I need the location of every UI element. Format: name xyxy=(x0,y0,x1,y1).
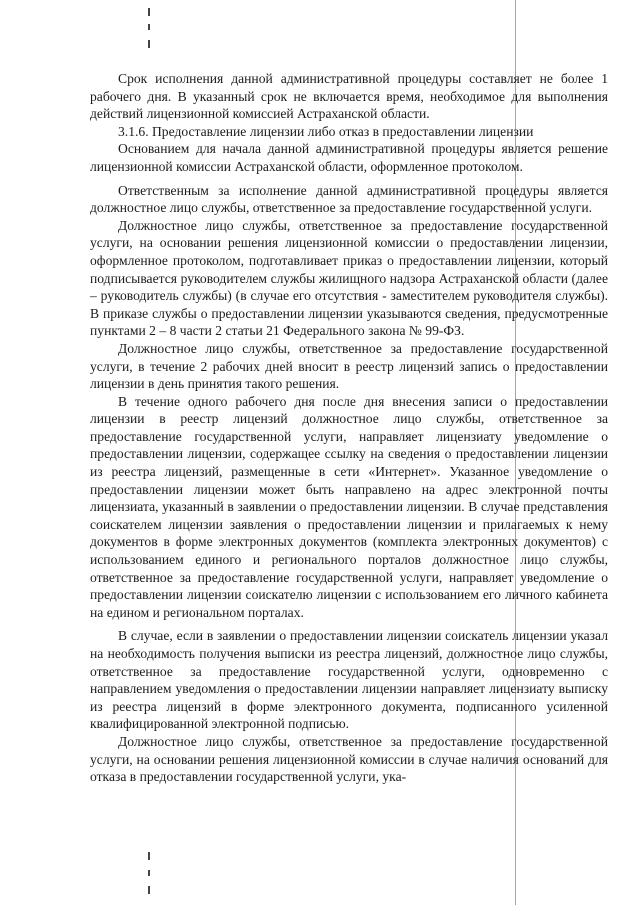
scan-mark xyxy=(148,8,150,16)
scan-mark xyxy=(148,40,150,48)
section-heading: 3.1.6. Предоставление лицензии либо отказ в предоставлении лицензии xyxy=(118,123,534,139)
scan-mark xyxy=(148,24,150,30)
scan-mark xyxy=(148,886,150,894)
paragraph: Должностное лицо службы, ответственное за предоставление государственной услуги, на основании решения лицензионной комиссии в случае наличия оснований для отказа в предоставлении государственной услуги, ука- xyxy=(90,733,608,785)
scan-mark xyxy=(148,870,150,876)
paragraph: В случае, если в заявлении о предоставлении лицензии соискатель лицензии указал на необходимость получения выписки из реестра лицензий, должностное лицо службы, ответственное за предоставление государственной услуги, одновременно с направлением уведомления о предоставлении лицензии направляет лицензиату выписку из реестра лицензий в форме электронного документа, подписанного усиленной квалифицированной электронной подписью. xyxy=(90,628,608,732)
paragraph: Ответственным за исполнение данной административной процедуры является должностное лицо службы, ответственное за предоставление государственной услуги. xyxy=(90,182,608,216)
paragraph: Должностное лицо службы, ответственное за предоставление государственной услуги, в течение 2 рабочих дней вносит в реестр лицензий запись о предоставлении лицензии в день принятия такого решения. xyxy=(90,340,608,392)
paragraph: Основанием для начала данной административной процедуры является решение лицензионной комиссии Астраханской области, оформленное протоколом. xyxy=(90,141,608,174)
document-page xyxy=(90,70,608,786)
scan-mark xyxy=(148,852,150,860)
paragraph: В течение одного рабочего дня после дня внесения записи о предоставлении лицензии в реестр лицензий должностное лицо службы, ответственное за предоставление государственной услуги, направляет лицензиату уведомление о предоставлении лицензии, содержащее ссылку на сведения о предоставлении лицензии из реестра лицензий, размещенные в сети «Интернет». Указанное уведомление о предоставлении лицензии может быть направлено на адрес электронной почты лицензиата, указанный в заявлении о предоставлении лицензии. В случае представления соискателем лицензии заявления о предоставлении лицензии и прилагаемых к нему документов в форме электронных документов (комплекта электронных документов) с использованием единого и регионального порталов должностное лицо службы, ответственное за предоставление государственной услуги, направляет уведомление о предоставлении лицензии соискателю лицензии с использованием его личного кабинета на едином и региональном порталах. xyxy=(90,393,608,620)
paragraph: Должностное лицо службы, ответственное за предоставление государственной услуги, на основании решения лицензионной комиссии о предоставлении лицензии, оформленное протоколом, подготавливает приказ о предоставлении лицензии, который подписывается руководителем службы жилищного надзора Астраханской области (далее – руководитель службы) (в случае его отсутствия - заместителем руководителя службы). В приказе службы о предоставлении лицензии указываются сведения, предусмотренные пунктами 2 – 8 части 2 статьи 21 Федерального закона № 99-ФЗ. xyxy=(90,217,608,339)
paragraph: Срок исполнения данной административной процедуры составляет не более 1 рабочего дня. В указанный срок не включается время, необходимое для выполнения действий лицензионной комиссией Астраханской области. xyxy=(90,71,608,122)
